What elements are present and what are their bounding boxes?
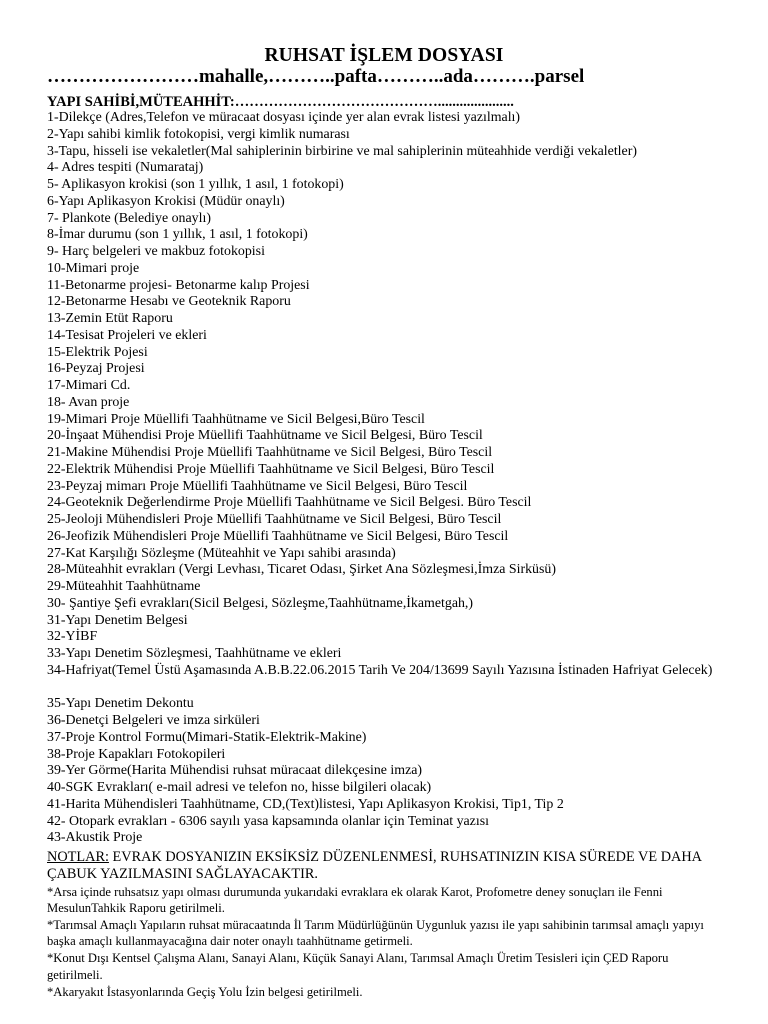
list-item: 25-Jeoloji Mühendisleri Proje Müellifi Taahhütname ve Sicil Belgesi, Büro Tescil: [47, 512, 502, 527]
list-item: 42- Otopark evrakları - 6306 sayılı yasa kapsamında olanlar için Teminat yazısı: [47, 813, 489, 829]
note-item: *Tarımsal Amaçlı Yapıların ruhsat müracaatında İl Tarım Müdürlüğünün Uygunluk yazısı ile yapı sahibinin tarımsal amaçlı yapıyı başka amaçlı kullanmayacağına dair noter onaylı taahhütname getirmeli.: [47, 918, 704, 949]
list-item: 43-Akustik Proje: [47, 830, 143, 846]
list-item: 2-Yapı sahibi kimlik fotokopisi, vergi kimlik numarası: [47, 126, 350, 142]
list-item: 29-Müteahhit Taahhütname: [47, 579, 201, 594]
list-item: 19-Mimari Proje Müellifi Taahhütname ve Sicil Belgesi,Büro Tescil: [47, 411, 425, 427]
list-item: 14-Tesisat Projeleri ve ekleri: [47, 327, 207, 343]
parcel-line: ……………………mahalle,………..pafta………..ada……….parsel: [47, 66, 585, 87]
list-item: 10-Mimari proje: [47, 260, 140, 276]
list-item: 4- Adres tespiti (Numarataj): [47, 160, 204, 176]
list-item: 6-Yapı Aplikasyon Krokisi (Müdür onaylı): [47, 193, 285, 209]
list-item: 11-Betonarme projesi- Betonarme kalıp Projesi: [47, 277, 310, 293]
list-item: 8-İmar durumu (son 1 yıllık, 1 asıl, 1 fotokopi): [47, 227, 308, 243]
list-item: 12-Betonarme Hesabı ve Geoteknik Raporu: [47, 294, 291, 310]
list-item: 38-Proje Kapakları Fotokopileri: [47, 746, 226, 762]
list-item: 34-Hafriyat(Temel Üstü Aşamasında A.B.B.22.06.2015 Tarih Ve 204/13699 Sayılı Yazısına İstinaden Hafriyat Gelecek): [47, 662, 713, 678]
note-item: *Akaryakıt İstasyonlarında Geçiş Yolu İzin belgesi getirilmeli.: [47, 984, 363, 999]
list-item: 21-Makine Mühendisi Proje Müellifi Taahhütname ve Sicil Belgesi, Büro Tescil: [47, 445, 493, 460]
list-item: 15-Elektrik Pojesi: [47, 344, 148, 360]
list-item: 31-Yapı Denetim Belgesi: [47, 612, 188, 628]
list-item: 27-Kat Karşılığı Sözleşme (Müteahhit ve Yapı sahibi arasında): [47, 545, 396, 561]
owner-contractor-line: YAPI SAHİBİ,MÜTEAHHİT:…………………………………….....................: [47, 94, 514, 110]
list-item: 24-Geoteknik Değerlendirme Proje Müellifi Taahhütname ve Sicil Belgesi. Büro Tescil: [47, 495, 532, 511]
list-item: 39-Yer Görme(Harita Mühendisi ruhsat müracaat dilekçesine imza): [47, 763, 423, 779]
note-item: *Konut Dışı Kentsel Çalışma Alanı, Sanayi Alanı, Küçük Sanayi Alanı, Tarımsal Amaçlı Üretim Tesisleri için ÇED Raporu getirilmeli.: [47, 951, 669, 982]
list-item: 36-Denetçi Belgeleri ve imza sirküleri: [47, 713, 260, 728]
list-item: 16-Peyzaj Projesi: [47, 361, 145, 377]
required-documents-list: [47, 110, 722, 847]
notes-heading: [47, 849, 722, 883]
list-item: 13-Zemin Etüt Raporu: [47, 311, 173, 326]
list-item: 17-Mimari Cd.: [47, 378, 131, 393]
list-item: 22-Elektrik Mühendisi Proje Müellifi Taahhütname ve Sicil Belgesi, Büro Tescil: [47, 461, 495, 477]
notes-text: EVRAK DOSYANIZIN EKSİKSİZ DÜZENLENMESİ, RUHSATINIZIN KISA SÜREDE VE DAHA ÇABUK YAZILMASINI SAĞLAYACAKTIR.: [47, 849, 702, 882]
notes-label: NOTLAR:: [47, 849, 109, 865]
list-item: 40-SGK Evrakları( e-mail adresi ve telefon no, hisse bilgileri olacak): [47, 780, 432, 795]
list-item: 1-Dilekçe (Adres,Telefon ve müracaat dosyası içinde yer alan evrak listesi yazılmalı): [47, 110, 521, 125]
list-item: 7- Plankote (Belediye onaylı): [47, 210, 211, 226]
notes-section: [47, 849, 722, 1000]
list-item: 20-İnşaat Mühendisi Proje Müellifi Taahhütname ve Sicil Belgesi, Büro Tescil: [47, 428, 483, 444]
list-item: 37-Proje Kontrol Formu(Mimari-Statik-Elektrik-Makine): [47, 729, 367, 745]
list-item: 33-Yapı Denetim Sözleşmesi, Taahhütname ve ekleri: [47, 646, 342, 661]
list-item: 32-YİBF: [47, 629, 98, 645]
list-item: 28-Müteahhit evrakları (Vergi Levhası, Ticaret Odası, Şirket Ana Sözleşmesi,İmza Sirküsü): [47, 562, 556, 578]
list-item: 26-Jeofizik Mühendisleri Proje Müellifi Taahhütname ve Sicil Belgesi, Büro Tescil: [47, 528, 509, 544]
list-item: 5- Aplikasyon krokisi (son 1 yıllık, 1 asıl, 1 fotokopi): [47, 177, 344, 192]
list-item: 35-Yapı Denetim Dekontu: [47, 696, 194, 712]
list-item: 23-Peyzaj mimarı Proje Müellifi Taahhütname ve Sicil Belgesi, Büro Tescil: [47, 478, 468, 494]
list-item: 18- Avan proje: [47, 394, 130, 410]
list-item: 30- Şantiye Şefi evrakları(Sicil Belgesi, Sözleşme,Taahhütname,İkametgah,): [47, 595, 474, 611]
list-item: 41-Harita Mühendisleri Taahhütname, CD,(Text)listesi, Yapı Aplikasyon Krokisi, Tip1, Tip 2: [47, 796, 564, 812]
list-item: 3-Tapu, hisseli ise vekaletler(Mal sahiplerinin birbirine ve mal sahiplerinin müteahhide verdiği vekaletler): [47, 143, 637, 159]
note-item: *Arsa içinde ruhsatsız yapı olması durumunda yukarıdaki evraklara ek olarak Karot, Profometre deney sonuçları ile Fenni MesulunTahkik Raporu getirilmeli.: [47, 884, 663, 915]
list-item: 9- Harç belgeleri ve makbuz fotokopisi: [47, 244, 265, 259]
document-title: RUHSAT İŞLEM DOSYASI: [264, 45, 504, 66]
